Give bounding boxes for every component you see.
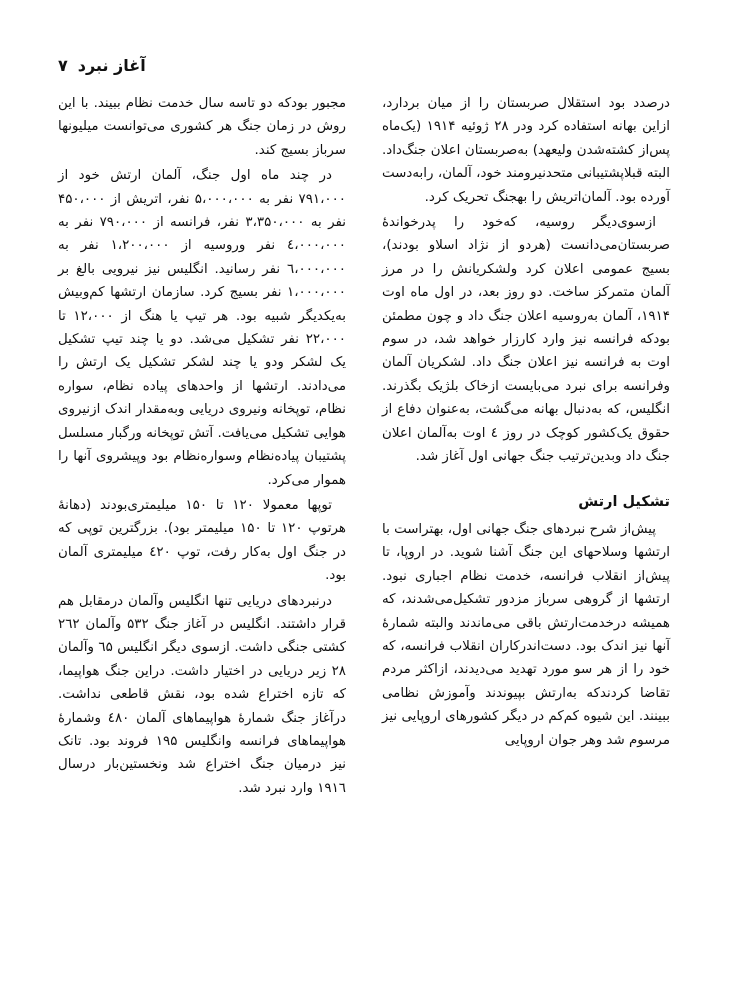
paragraph: در چند ماه اول جنگ، آلمان ارتش خود از ۷۹۱،۰۰۰ نفر به ۵،۰۰۰،۰۰۰ نفر، اتریش از ۴۵۰،۰۰۰ نفر به ۳،۳۵۰،۰۰۰ نفر، فرانسه از ۷۹۰،۰۰۰ نفر به ٤،۰۰۰،۰۰۰ نفر وروسیه از ۱،۲۰۰،۰۰۰ نفر به ٦،۰۰۰،۰۰۰ نفر رسانید. انگلیس نیز نیرویی بالغ بر ۱،۰۰۰،۰۰۰ نفر بسیج کرد. سازمان ارتشها کم‌وبیش به‌یکدیگر شبیه بود. هر تیپ یا هنگ از ۱۲،۰۰۰ تا ۲۲،۰۰۰ نفر تشکیل می‌شد. دو یا چند تیپ تشکیل یک لشکر ودو یا چند لشکر تشکیل یک ارتش را می‌دادند. ارتشها از واحدهای پیاده نظام، سواره نظام، توپخانه ونیروی دریایی وبه‌مقدار اندک ازنیروی هوایی تشکیل می‌یافت. آتش توپخانه ورگبار مسلسل پشتیبان پیاده‌نظام وسواره‌نظام بود وپیشروی آنها را هموار می‌کرد. — [58, 168, 347, 488]
running-head — [58, 56, 146, 75]
paragraph: درصدد بود استقلال صربستان را از میان بردارد، ازاین بهانه استفاده کرد ودر ۲۸ ژوئیه ۱۹۱۴ (یک‌ماه پس‌از کشته‌شدن ولیعهد) به‌صربستان اعلان جنگ‌داد. البته قبلاپشتیبانی متحدنیرومند خود، آلمان، رابه‌دست آورده بود. آلمان‌اتریش را بهجنگ تحریک کرد. — [382, 96, 670, 205]
left-column — [58, 92, 346, 800]
paragraph: مجبور بودکه دو تاسه سال خدمت نظام ببیند. با این روش در زمان جنگ هر کشوری می‌توانست میلیونها سرباز بسیج کند. — [58, 96, 346, 158]
page-title: آغاز نبرد — [77, 56, 146, 75]
paragraph: توپها معمولا ۱۲۰ تا ۱۵۰ میلیمتری‌بودند (دهانهٔ هرتوپ ۱۲۰ تا ۱۵۰ میلیمتر بود). بزرگترین توپی که در جنگ اول به‌کار رفت، توپ ٤۲۰ میلیمتری آلمان بود. — [58, 497, 346, 584]
paragraph: ازسوی‌دیگر روسیه، که‌خود را پدرخواندهٔ صربستان‌می‌دانست (هردو از نژاد اسلاو بودند)، بسیج عمومی اعلان کرد ولشکریانش را در مرز آلمان متمرکز ساخت. دو روز بعد، در اول ماه اوت ۱۹۱۴، آلمان به‌روسیه اعلان جنگ داد و چون مطمئن بودکه فرانسه نیز وارد کارزار خواهد شد، در سوم اوت به فرانسه نیز اعلان جنگ داد. لشکریان آلمان وفرانسه برای نبرد می‌بایست ازخاک بلژیک بگذرند. انگلیس، که به‌دنبال بهانه می‌گشت، به‌عنوان دفاع از حقوق یک‌کشور کوچک در روز ٤ اوت به‌آلمان اعلان جنگ داد وبدین‌ترتیب جنگ جهانی اول آغاز شد. — [382, 215, 670, 465]
paragraph: پیش‌از شرح نبردهای جنگ جهانی اول، بهتراست با ارتشها وسلاحهای این جنگ آشنا شوید. در اروپا، تا پیش‌از انقلاب فرانسه، خدمت نظام اجباری نبود. ارتشها از گروهی سرباز مزدور تشکیل‌می‌شدند، که همیشه درخدمت‌ارتش باقی می‌ماندند والبته شمارهٔ آنها نیز اندک بود. دست‌اندرکاران انقلاب فرانسه، که خود را از هر سو مورد تهدید می‌دیدند، ازاکثر مردم تقاضا کردندکه به‌ارتش بپیوندند وآموزش نظامی ببینند. این شیوه کم‌کم در دیگر کشورهای اروپایی نیز مرسوم شد وهر جوان اروپایی — [382, 521, 670, 748]
right-column — [382, 92, 670, 752]
paragraph: درنبردهای دریایی تنها انگلیس وآلمان درمقابل هم قرار داشتند. انگلیس در آغاز جنگ ۵۳۲ وآلمان ۲٦۲ کشتی جنگی داشت. ازسوی دیگر انگلیس ٦۵ وآلمان ۲۸ زیر دریایی در اختیار داشت. دراین جنگ هواپیما، که تازه اختراع شده بود، نقش قاطعی نداشت. درآغاز جنگ شمارهٔ هواپیماهای آلمان ٤۸۰ وشمارهٔ هواپیماهای فرانسه وانگلیس ۱۹۵ فروند بود. تانک نیز درمیان جنگ اختراع شد ونخستین‌بار درسال ۱۹۱٦ وارد نبرد شد. — [58, 593, 346, 796]
page-number: ۷ — [58, 56, 68, 75]
section-heading: تشکیل ارتش — [578, 493, 670, 510]
